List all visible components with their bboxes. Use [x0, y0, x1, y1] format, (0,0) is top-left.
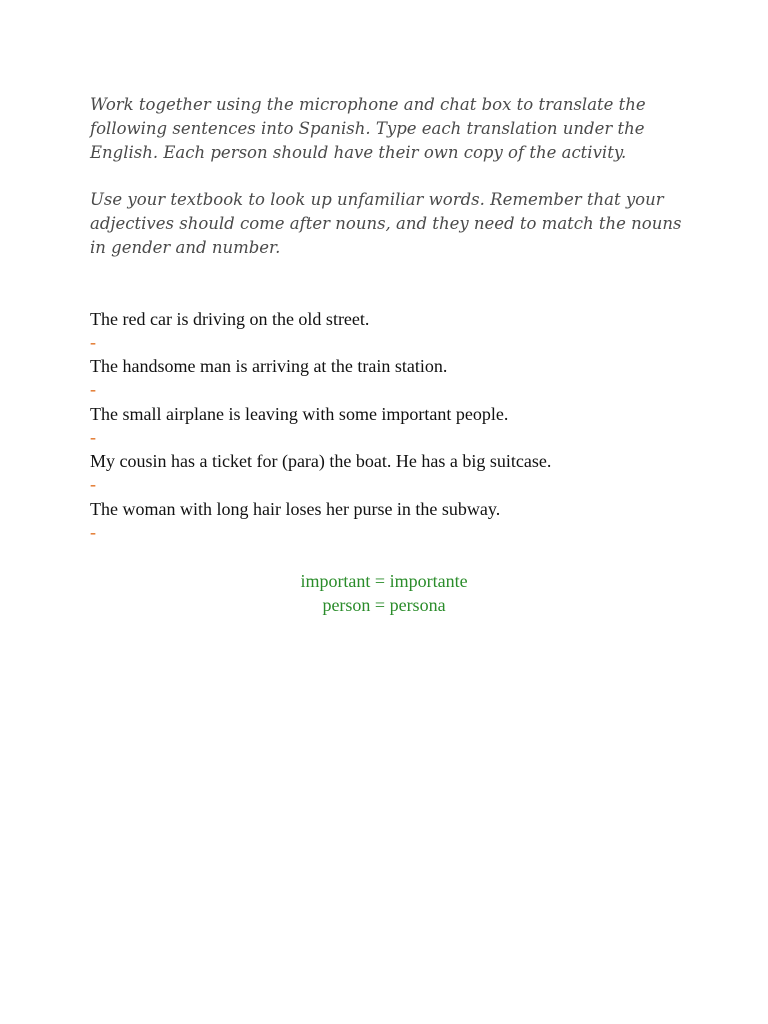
answer-line-2[interactable]: -: [90, 379, 96, 400]
instructions-block: [90, 93, 690, 283]
answer-line-4[interactable]: -: [90, 474, 96, 495]
sentence-4: My cousin has a ticket for (para) the boat. He has a big suitcase.: [90, 451, 552, 472]
vocabulary-item-person: person = persona: [322, 595, 446, 615]
sentence-list: [90, 307, 710, 544]
vocabulary-item-important: important = importante: [300, 571, 468, 591]
sentence-1: The red car is driving on the old street.: [90, 309, 370, 329]
sentence-5: The woman with long hair loses her purse in the subway.: [90, 498, 501, 519]
vocabulary-box: [0, 569, 768, 617]
answer-line-5[interactable]: -: [90, 521, 96, 542]
instructions-paragraph-1: Work together using the microphone and chat box to translate the following sentences into Spanish. Type each translation under the English. Each person should have their own copy of the activity.: [90, 95, 646, 162]
answer-line-1[interactable]: -: [90, 332, 96, 352]
instructions-paragraph-2: Use your textbook to look up unfamiliar words. Remember that your adjectives should come after nouns, and they need to match the nouns in gender and number.: [90, 190, 682, 257]
sentence-3: The small airplane is leaving with some important people.: [90, 403, 509, 424]
sentence-2: The handsome man is arriving at the train station.: [90, 356, 448, 377]
answer-line-3[interactable]: -: [90, 426, 96, 447]
